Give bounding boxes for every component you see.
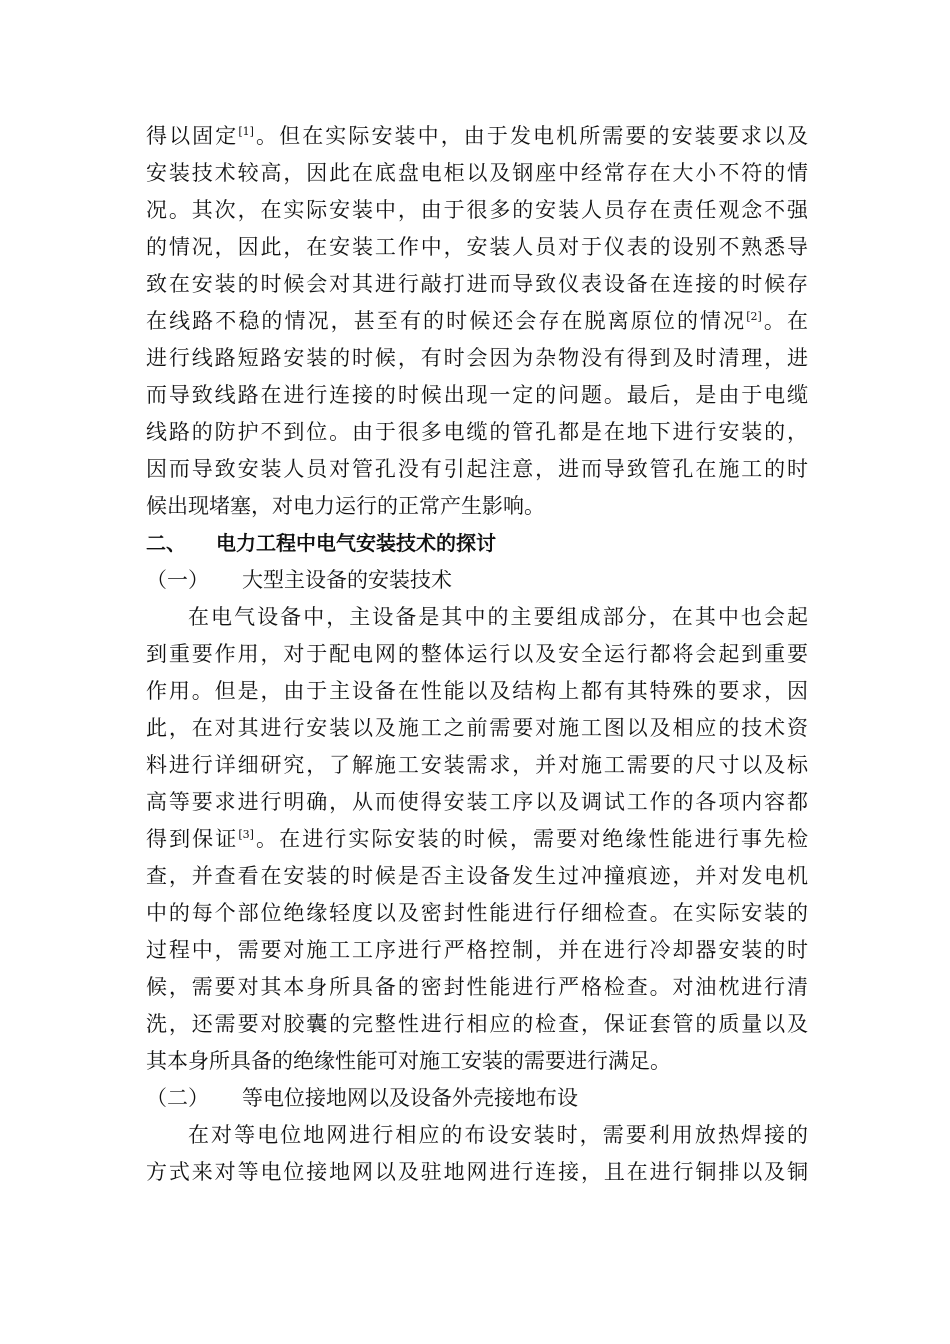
- paragraph-1: [146, 118, 808, 525]
- citation-2: [2]: [746, 310, 762, 323]
- text-line: 因而导致安装人员对管孔没有引起注意，进而导致管孔在施工的时: [146, 457, 808, 481]
- subsection-title: 等电位接地网以及设备外壳接地布设: [242, 1086, 578, 1110]
- subsection-number: （二）: [146, 1086, 209, 1110]
- text-line: 候出现堵塞，对电力运行的正常产生影响。: [146, 494, 545, 518]
- text-line: 过程中，需要对施工工序进行严格控制，并在进行冷却器安装的时: [146, 938, 808, 962]
- text-line: 料进行详细研究，了解施工安装需求，并对施工需要的尺寸以及标: [146, 753, 808, 777]
- text-line: 况。其次，在实际安装中，由于很多的安装人员存在责任观念不强: [146, 198, 808, 222]
- text-line: 安装技术较高，因此在底盘电柜以及钢座中经常存在大小不符的情: [146, 161, 808, 185]
- text-line: 而导致线路在进行连接的时候出现一定的问题。最后，是由于电缆: [146, 383, 808, 407]
- subsection-number: （一）: [146, 568, 209, 592]
- citation-3: [3]: [238, 828, 254, 841]
- text-line: 高等要求进行明确，从而使得安装工序以及调试工作的各项内容都: [146, 790, 808, 814]
- text-line: 在对等电位地网进行相应的布设安装时，需要利用放热焊接的: [188, 1123, 808, 1147]
- text-line: 得到保证[3]。在进行实际安装的时候，需要对绝缘性能进行事先检: [146, 827, 808, 851]
- section-title: 电力工程中电气安装技术的探讨: [216, 531, 496, 555]
- text-line: 候，需要对其本身所具备的密封性能进行严格检查。对油枕进行清: [146, 975, 808, 999]
- paragraph-2: [146, 599, 808, 1080]
- text-line: 到重要作用，对于配电网的整体运行以及安全运行都将会起到重要: [146, 642, 808, 666]
- text-line: 进行线路短路安装的时候，有时会因为杂物没有得到及时清理，进: [146, 346, 808, 370]
- text-line: 查，并查看在安装的时候是否主设备发生过冲撞痕迹，并对发电机: [146, 864, 808, 888]
- subsection-heading-1: [146, 562, 808, 599]
- paragraph-3: [146, 1117, 808, 1191]
- text-line: 线路的防护不到位。由于很多电缆的管孔都是在地下进行安装的，: [146, 420, 808, 444]
- text-line: 在电气设备中，主设备是其中的主要组成部分，在其中也会起: [188, 605, 808, 629]
- text-line: 在线路不稳的情况，甚至有的时候还会存在脱离原位的情况[2]。在: [146, 309, 808, 333]
- section-heading-2: [146, 525, 808, 562]
- citation-1: [1]: [238, 125, 254, 138]
- section-number: 二、: [146, 531, 186, 555]
- text-line: 方式来对等电位接地网以及驻地网进行连接，且在进行铜排以及铜: [146, 1160, 808, 1184]
- text-line: 的情况，因此，在安装工作中，安装人员对于仪表的设别不熟悉导: [146, 235, 808, 259]
- text-line: 致在安装的时候会对其进行敲打进而导致仪表设备在连接的时候存: [146, 272, 808, 296]
- subsection-heading-2: [146, 1080, 808, 1117]
- text-line: 此，在对其进行安装以及施工之前需要对施工图以及相应的技术资: [146, 716, 808, 740]
- text-line: 洗，还需要对胶囊的完整性进行相应的检查，保证套管的质量以及: [146, 1012, 808, 1036]
- subsection-title: 大型主设备的安装技术: [242, 568, 452, 592]
- document-body: [146, 118, 808, 1191]
- text-line: 得以固定[1]。但在实际安装中，由于发电机所需要的安装要求以及: [146, 124, 808, 148]
- text-line: 中的每个部位绝缘轻度以及密封性能进行仔细检查。在实际安装的: [146, 901, 808, 925]
- text-line: 作用。但是，由于主设备在性能以及结构上都有其特殊的要求，因: [146, 679, 808, 703]
- text-line: 其本身所具备的绝缘性能可对施工安装的需要进行满足。: [146, 1049, 671, 1073]
